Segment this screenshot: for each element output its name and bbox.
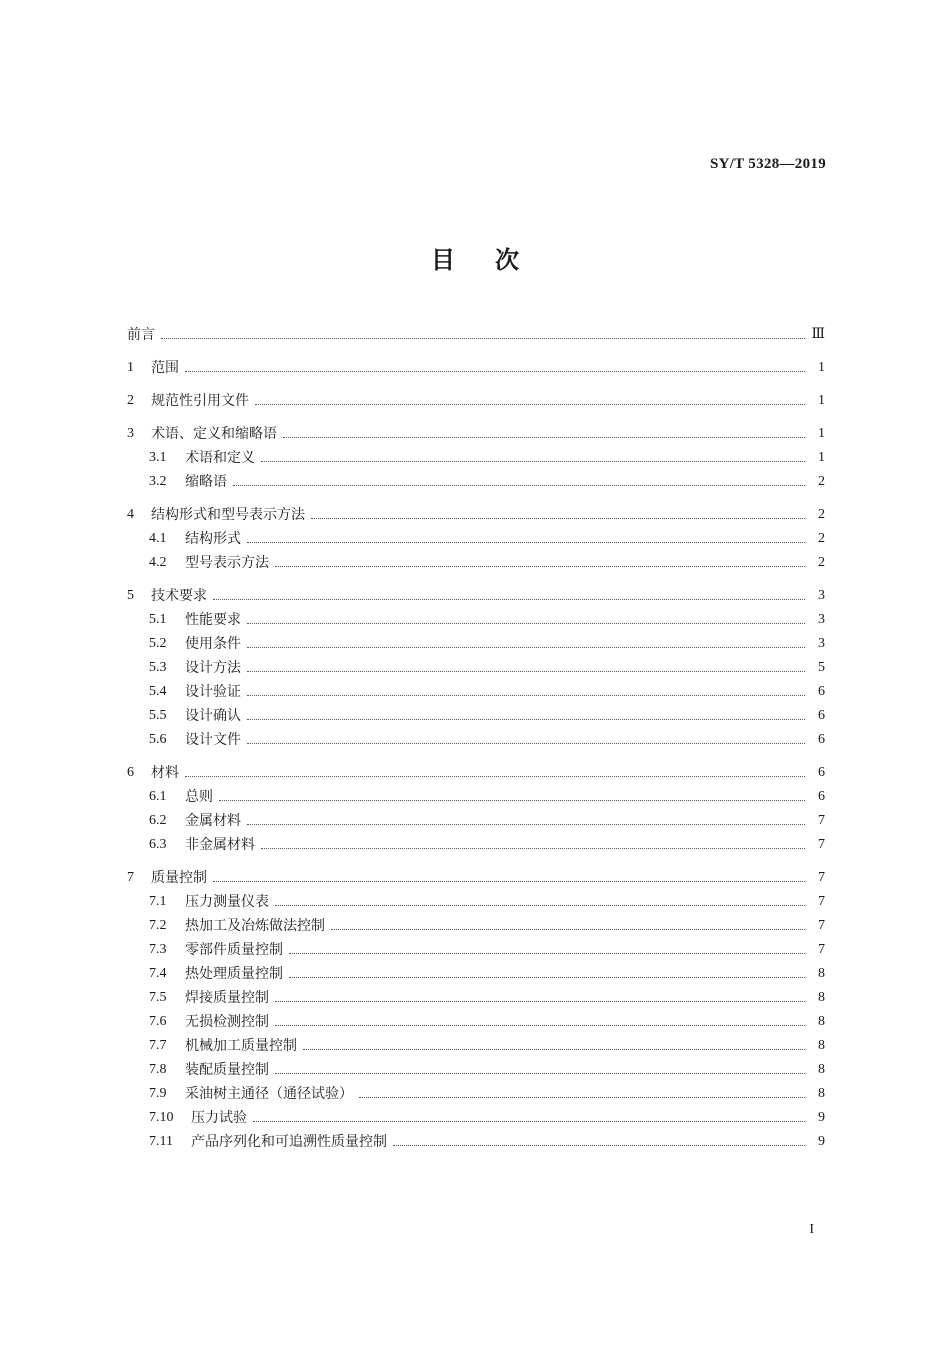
toc-entry-title: 焊接质量控制	[185, 990, 269, 1006]
toc-entry-page: 6	[818, 684, 825, 699]
toc-entry[interactable]	[127, 548, 825, 572]
toc-entry-page: 1	[818, 426, 825, 441]
toc-dot-leader	[247, 623, 805, 624]
toc-entry-page: 8	[818, 990, 825, 1005]
toc-entry[interactable]	[127, 806, 825, 830]
toc-dot-leader	[247, 671, 805, 672]
toc-dot-leader	[303, 1049, 805, 1050]
toc-entry[interactable]	[127, 581, 825, 605]
toc-dot-leader	[275, 1025, 805, 1026]
toc-entry-title: 无损检测控制	[185, 1014, 269, 1030]
toc-entry[interactable]	[127, 830, 825, 854]
toc-entry-number: 1	[127, 360, 134, 375]
toc-entry-page: 7	[818, 918, 825, 933]
toc-dot-leader	[275, 1073, 805, 1074]
toc-entry-title: 总则	[185, 789, 213, 805]
toc-entry[interactable]	[127, 782, 825, 806]
toc-dot-leader	[261, 848, 805, 849]
toc-entry-page: 1	[818, 450, 825, 465]
toc-entry-page: 7	[818, 837, 825, 852]
toc-entry-number: 6.2	[149, 813, 167, 828]
toc-entry-page: 8	[818, 1086, 825, 1101]
toc-entry[interactable]	[127, 353, 825, 377]
toc-entry-page: 5	[818, 660, 825, 675]
toc-entry-title: 结构形式	[185, 531, 241, 547]
toc-dot-leader	[275, 566, 805, 567]
toc-dot-leader	[253, 1121, 805, 1122]
toc-entry-page: 2	[818, 531, 825, 546]
toc-entry-number: 5.5	[149, 708, 167, 723]
toc-entry-title: 零部件质量控制	[185, 942, 283, 958]
toc-entry-title: 技术要求	[151, 588, 207, 604]
toc-entry-title: 缩略语	[185, 474, 227, 490]
toc-entry[interactable]	[127, 500, 825, 524]
toc-dot-leader	[283, 437, 805, 438]
toc-entry-number: 7.7	[149, 1038, 167, 1053]
toc-entry[interactable]	[127, 863, 825, 887]
toc-entry[interactable]	[127, 467, 825, 491]
toc-entry-page: Ⅲ	[811, 327, 825, 342]
toc-entry-page: 3	[818, 636, 825, 651]
toc-entry-title: 设计确认	[185, 708, 241, 724]
toc-dot-leader	[247, 743, 805, 744]
toc-entry-title: 术语和定义	[185, 450, 255, 466]
toc-entry-page: 8	[818, 1014, 825, 1029]
toc-entry[interactable]	[127, 701, 825, 725]
toc-entry-number: 5	[127, 588, 134, 603]
toc-entry[interactable]	[127, 1103, 825, 1127]
toc-entry[interactable]	[127, 1007, 825, 1031]
toc-entry-page: 7	[818, 813, 825, 828]
page-number: I	[809, 1222, 814, 1237]
toc-entry-number: 6.3	[149, 837, 167, 852]
toc-entry-page: 1	[818, 393, 825, 408]
toc-entry-number: 7.11	[149, 1134, 173, 1149]
toc-dot-leader	[289, 977, 805, 978]
toc-entry[interactable]	[127, 911, 825, 935]
toc-entry-number: 7.9	[149, 1086, 167, 1101]
toc-dot-leader	[393, 1145, 805, 1146]
table-of-contents	[127, 320, 825, 1151]
toc-dot-leader	[311, 518, 805, 519]
toc-entry-number: 3.2	[149, 474, 167, 489]
page-title: 目次	[431, 246, 559, 274]
toc-entry-number: 5.2	[149, 636, 167, 651]
toc-entry-number: 6	[127, 765, 134, 780]
toc-entry-title: 范围	[151, 360, 179, 376]
toc-dot-leader	[275, 905, 805, 906]
toc-entry[interactable]	[127, 386, 825, 410]
toc-dot-leader	[161, 338, 805, 339]
toc-entry[interactable]	[127, 725, 825, 749]
toc-entry-page: 6	[818, 732, 825, 747]
toc-dot-leader	[233, 485, 805, 486]
toc-entry-number: 7.6	[149, 1014, 167, 1029]
toc-entry-title: 压力试验	[191, 1110, 247, 1126]
toc-entry[interactable]	[127, 605, 825, 629]
toc-entry-page: 9	[818, 1134, 825, 1149]
toc-entry[interactable]	[127, 1079, 825, 1103]
toc-entry-number: 7.10	[149, 1110, 174, 1125]
toc-entry[interactable]	[127, 629, 825, 653]
toc-entry-number: 7.4	[149, 966, 167, 981]
toc-entry-number: 4.2	[149, 555, 167, 570]
toc-entry-number: 7.3	[149, 942, 167, 957]
toc-entry-number: 5.6	[149, 732, 167, 747]
toc-dot-leader	[247, 824, 805, 825]
toc-dot-leader	[289, 953, 805, 954]
toc-dot-leader	[275, 1001, 805, 1002]
toc-entry-number: 3	[127, 426, 134, 441]
toc-dot-leader	[247, 542, 805, 543]
toc-entry-number: 5.3	[149, 660, 167, 675]
toc-entry-number: 6.1	[149, 789, 167, 804]
toc-entry-title: 质量控制	[151, 870, 207, 886]
toc-entry-title: 压力测量仪表	[185, 894, 269, 910]
toc-entry-title: 非金属材料	[185, 837, 255, 853]
toc-dot-leader	[213, 599, 805, 600]
toc-entry-page: 8	[818, 1062, 825, 1077]
toc-entry-title: 设计验证	[185, 684, 241, 700]
toc-entry-page: 1	[818, 360, 825, 375]
toc-entry[interactable]	[127, 443, 825, 467]
toc-dot-leader	[255, 404, 805, 405]
toc-entry[interactable]	[127, 1031, 825, 1055]
toc-entry[interactable]	[127, 1127, 825, 1151]
toc-entry-page: 3	[818, 612, 825, 627]
toc-entry[interactable]	[127, 935, 825, 959]
toc-entry-number: 7.8	[149, 1062, 167, 1077]
toc-entry-page: 8	[818, 966, 825, 981]
toc-entry-title: 型号表示方法	[185, 555, 269, 571]
standard-code: SY/T 5328—2019	[709, 156, 826, 172]
toc-entry-number: 7.1	[149, 894, 167, 909]
toc-entry[interactable]	[127, 887, 825, 911]
toc-entry-title: 结构形式和型号表示方法	[151, 507, 305, 523]
toc-dot-leader	[247, 719, 805, 720]
toc-entry-title: 规范性引用文件	[151, 393, 249, 409]
toc-entry-title: 性能要求	[185, 612, 241, 628]
toc-entry-title: 热处理质量控制	[185, 966, 283, 982]
toc-entry-number: 3.1	[149, 450, 167, 465]
toc-dot-leader	[247, 695, 805, 696]
toc-dot-leader	[185, 776, 805, 777]
toc-entry[interactable]	[127, 419, 825, 443]
toc-entry-page: 6	[818, 765, 825, 780]
toc-entry-page: 9	[818, 1110, 825, 1125]
toc-dot-leader	[247, 647, 805, 648]
toc-entry[interactable]	[127, 320, 825, 344]
toc-entry-title: 材料	[151, 765, 179, 781]
toc-entry[interactable]	[127, 524, 825, 548]
toc-entry-page: 2	[818, 474, 825, 489]
toc-entry-page: 7	[818, 894, 825, 909]
toc-entry-title: 产品序列化和可追溯性质量控制	[191, 1134, 387, 1150]
toc-entry-title: 使用条件	[185, 636, 241, 652]
toc-entry-title: 采油树主通径（通径试验）	[185, 1086, 353, 1102]
toc-entry[interactable]	[127, 653, 825, 677]
toc-entry-page: 6	[818, 708, 825, 723]
toc-entry-page: 3	[818, 588, 825, 603]
toc-entry-number: 4.1	[149, 531, 167, 546]
toc-dot-leader	[359, 1097, 805, 1098]
toc-dot-leader	[261, 461, 805, 462]
toc-entry-number: 5.1	[149, 612, 167, 627]
toc-entry-number: 2	[127, 393, 134, 408]
toc-entry-number: 4	[127, 507, 134, 522]
toc-entry-page: 7	[818, 870, 825, 885]
toc-entry-page: 6	[818, 789, 825, 804]
toc-entry-title: 设计方法	[185, 660, 241, 676]
toc-entry[interactable]	[127, 677, 825, 701]
toc-dot-leader	[219, 800, 805, 801]
toc-entry-title: 术语、定义和缩略语	[151, 426, 277, 442]
toc-dot-leader	[185, 371, 805, 372]
toc-entry[interactable]	[127, 1055, 825, 1079]
toc-entry[interactable]	[127, 959, 825, 983]
toc-entry-title: 机械加工质量控制	[185, 1038, 297, 1054]
toc-dot-leader	[331, 929, 805, 930]
toc-entry-page: 2	[818, 507, 825, 522]
toc-entry-title: 设计文件	[185, 732, 241, 748]
toc-dot-leader	[213, 881, 805, 882]
toc-entry-page: 2	[818, 555, 825, 570]
toc-entry-title: 装配质量控制	[185, 1062, 269, 1078]
toc-entry-number: 7	[127, 870, 134, 885]
toc-entry-number: 7.2	[149, 918, 167, 933]
toc-entry-number: 7.5	[149, 990, 167, 1005]
toc-entry-page: 7	[818, 942, 825, 957]
toc-entry[interactable]	[127, 758, 825, 782]
toc-entry-title: 前言	[127, 327, 155, 343]
toc-entry-title: 金属材料	[185, 813, 241, 829]
toc-entry[interactable]	[127, 983, 825, 1007]
toc-entry-page: 8	[818, 1038, 825, 1053]
toc-entry-number: 5.4	[149, 684, 167, 699]
toc-entry-title: 热加工及冶炼做法控制	[185, 918, 325, 934]
